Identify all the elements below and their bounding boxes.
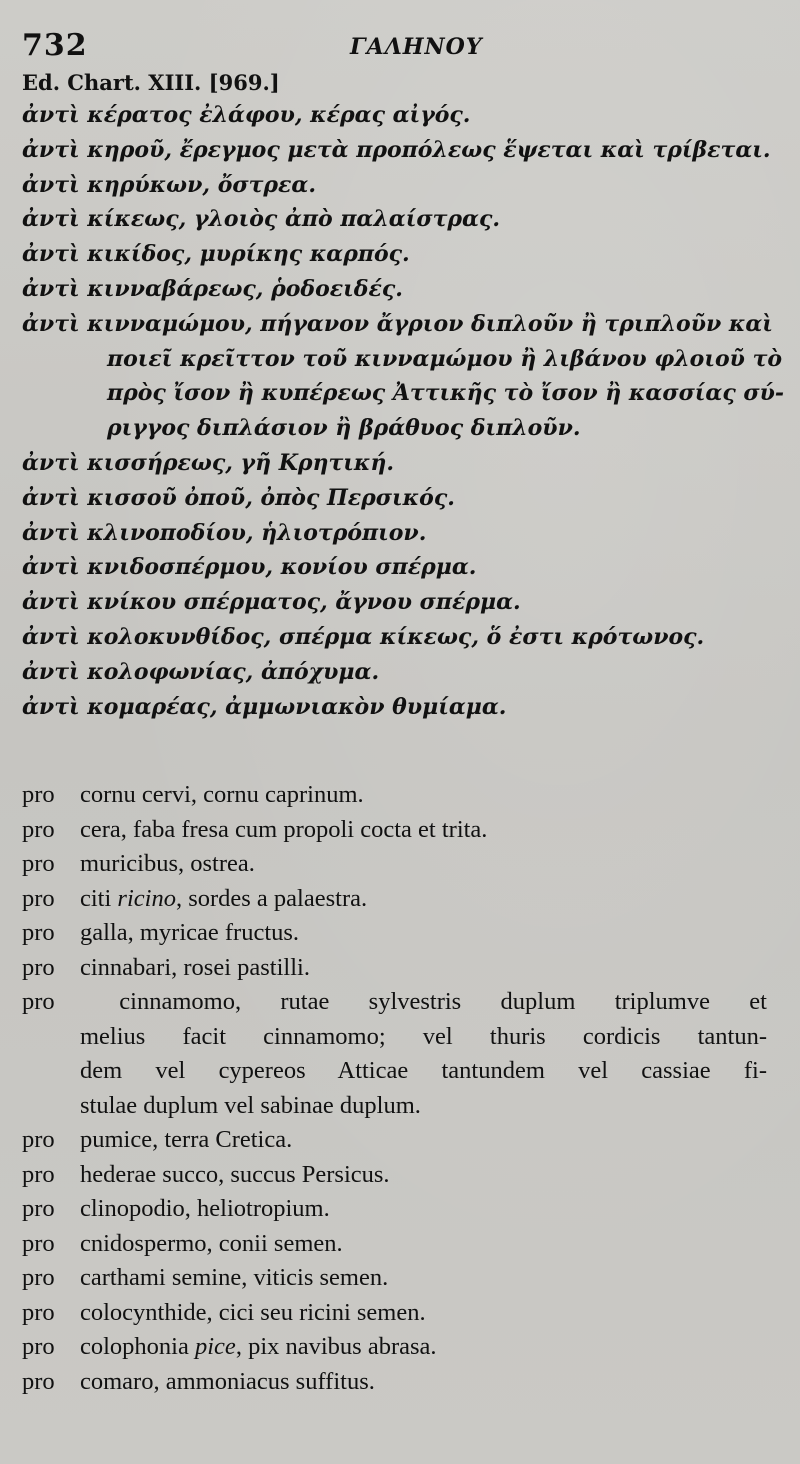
latin-entry-text: , pix navibus abrasa. <box>235 1333 437 1360</box>
greek-entry: ἀντὶ κηρύκων, ὄστρεα. <box>22 171 316 198</box>
greek-entry: ἀντὶ κισσήρεως, γῆ Κρητική. <box>22 449 395 476</box>
entry-prefix: pro <box>22 815 55 843</box>
entry-prefix: pro <box>22 1195 55 1222</box>
latin-continuation-line: stulae duplum vel sabinae duplum. <box>80 1091 421 1119</box>
latin-entry-text: colophonia <box>80 1333 195 1360</box>
latin-entry <box>22 1296 767 1331</box>
latin-entry <box>22 847 767 882</box>
entry-prefix: pro <box>22 1298 55 1326</box>
greek-text-block <box>22 98 785 724</box>
latin-entry-text: cnidospermo, conii semen. <box>80 1229 343 1257</box>
greek-continuation-line: πρὸς ἴσον ἢ κυπέρεως Ἀττικῆς τὸ ἴσον ἢ κασσίας σύ- <box>107 380 785 407</box>
greek-entry: ἀντὶ κέρατος ἐλάφου, κέρας αἰγός. <box>22 102 471 128</box>
latin-continuation-line: dem vel cypereos Atticae tantundem vel cassiae fi- <box>80 1057 767 1084</box>
greek-entry: ἀντὶ κνιδοσπέρμου, κονίου σπέρμα. <box>22 554 477 581</box>
latin-entry <box>22 1227 767 1262</box>
entry-prefix: pro <box>22 953 55 981</box>
latin-word: duplum <box>500 988 576 1015</box>
entry-prefix: pro <box>22 1229 55 1257</box>
entry-prefix: pro <box>22 919 55 946</box>
latin-entry <box>22 813 767 848</box>
latin-entry-text: cornu cervi, cornu caprinum. <box>80 781 364 808</box>
latin-continuation-line: melius facit cinnamomo; vel thuris cordicis tantun- <box>80 1022 767 1050</box>
entry-prefix: pro <box>22 884 55 912</box>
latin-entry-text: hederae succo, succus Persicus. <box>80 1160 390 1188</box>
latin-entry <box>22 951 767 986</box>
greek-entry: ἀντὶ κινναβάρεως, ῥοδοειδές. <box>22 275 403 302</box>
entry-prefix: pro <box>22 1160 55 1188</box>
latin-entry <box>22 1158 767 1193</box>
entry-prefix: pro <box>22 1126 55 1153</box>
entry-prefix: pro <box>22 1367 55 1395</box>
latin-entry-text: pumice, terra Cretica. <box>80 1126 293 1153</box>
latin-entry <box>22 1123 767 1158</box>
page-number: 732 <box>22 28 88 63</box>
latin-word: sylvestris <box>368 988 462 1015</box>
entry-prefix: pro <box>22 781 55 808</box>
latin-entry-text: colocynthide, cici seu ricini semen. <box>80 1298 426 1326</box>
greek-entry: ἀντὶ κηροῦ, ἔρεγμος μετὰ προπόλεως ἕψεται καὶ τρίβεται. <box>22 136 771 163</box>
latin-text-block <box>22 778 767 1399</box>
latin-entry-text: cinnabari, rosei pastilli. <box>80 953 310 981</box>
entry-prefix: pro <box>22 1333 55 1360</box>
latin-italic-word: pice <box>195 1333 236 1360</box>
latin-entry-text: muricibus, ostrea. <box>80 850 255 877</box>
greek-entry: ἀντὶ κλινοποδίου, ἡλιοτρόπιον. <box>22 519 427 546</box>
latin-entry <box>22 985 767 1020</box>
greek-entry: ἀντὶ κολοκυνθίδος, σπέρμα κίκεως, ὅ ἐστι κρότωνος. <box>22 623 705 650</box>
latin-entry-text: carthami semine, viticis semen. <box>80 1264 389 1291</box>
latin-entry <box>22 882 767 917</box>
edition-reference: Ed. Chart. XIII. [969.] <box>22 70 280 95</box>
page-header <box>22 28 762 68</box>
latin-entry-text: , sordes a palaestra. <box>175 884 368 912</box>
latin-word: cinnamomo, <box>119 988 242 1015</box>
latin-entry <box>22 778 767 813</box>
greek-entry: ἀντὶ κινναμώμου, πήγανον ἄγριον διπλοῦν ἢ τριπλοῦν καὶ <box>22 310 773 337</box>
entry-prefix: pro <box>22 850 55 877</box>
latin-entry <box>22 1192 767 1227</box>
greek-entry: ἀντὶ κικίδος, μυρίκης καρπός. <box>22 241 410 268</box>
running-title: ΓΑΛΗΝΟΥ <box>350 34 483 60</box>
greek-entry: ἀντὶ κολοφωνίας, ἀπόχυμα. <box>22 658 380 685</box>
latin-word: et <box>749 988 767 1015</box>
greek-entry: ἀντὶ κισσοῦ ὀποῦ, ὀπὸς Περσικός. <box>22 484 455 511</box>
greek-entry: ἀντὶ κίκεως, γλοιὸς ἀπὸ παλαίστρας. <box>22 206 500 233</box>
latin-entry <box>22 1365 767 1400</box>
greek-continuation-line: ριγγος διπλάσιον ἢ βράθυος διπλοῦν. <box>107 415 581 442</box>
latin-word: rutae <box>280 988 330 1015</box>
greek-entry: ἀντὶ κνίκου σπέρματος, ἄγνου σπέρμα. <box>22 589 521 616</box>
greek-entry: ἀντὶ κομαρέας, ἀμμωνιακὸν θυμίαμα. <box>22 693 507 720</box>
greek-continuation-line: ποιεῖ κρεῖττον τοῦ κινναμώμου ἢ λιβάνου φλοιοῦ τὸ <box>107 345 783 372</box>
latin-entry-text: citi <box>80 884 118 912</box>
latin-entry <box>22 1330 767 1365</box>
latin-entry-text: galla, myricae fructus. <box>80 919 300 946</box>
latin-word: triplumve <box>614 988 710 1015</box>
latin-italic-word: ricino <box>117 884 176 912</box>
entry-prefix: pro <box>22 1264 55 1291</box>
latin-entry-text: comaro, ammoniacus suffitus. <box>80 1367 375 1395</box>
entry-prefix: pro <box>22 988 55 1015</box>
latin-entry-text: cera, faba fresa cum propoli cocta et trita. <box>80 815 488 843</box>
latin-entry <box>22 916 767 951</box>
latin-entry <box>22 1261 767 1296</box>
latin-entry-text: clinopodio, heliotropium. <box>80 1195 330 1222</box>
